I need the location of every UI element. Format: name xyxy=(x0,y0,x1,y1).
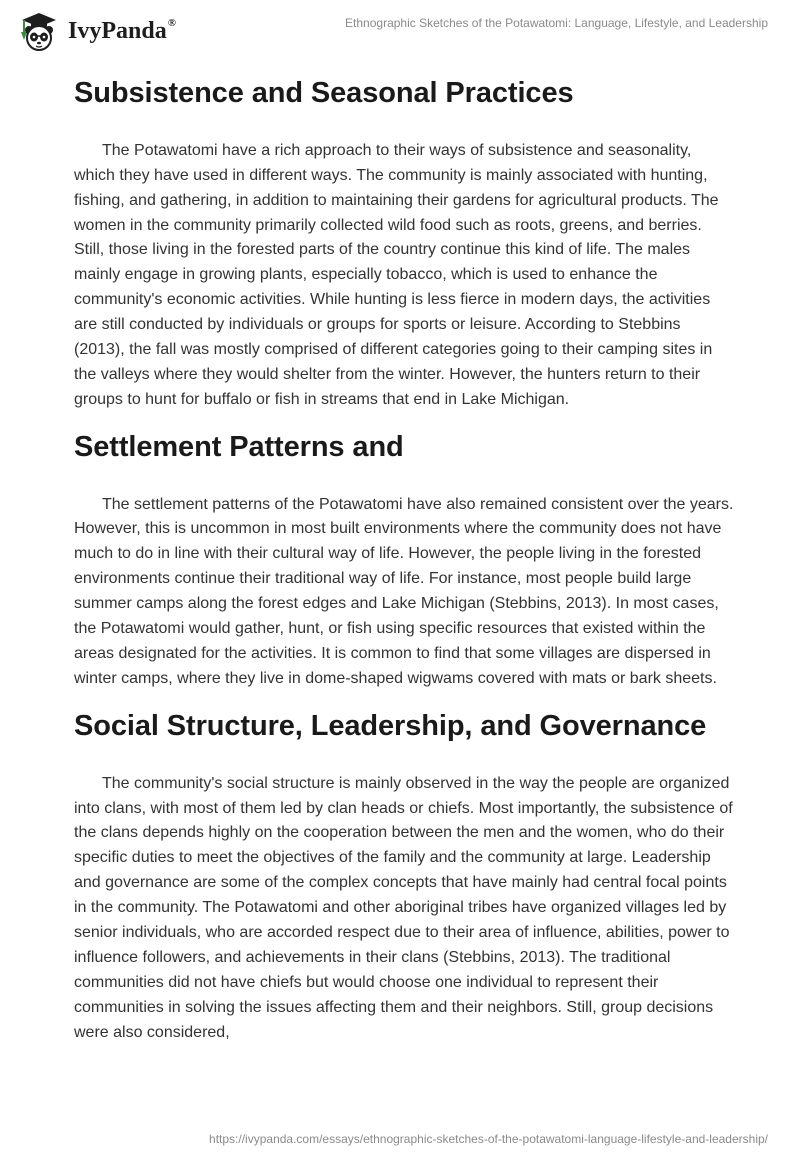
document-title: Ethnographic Sketches of the Potawatomi: Language, Lifestyle, and Leadership xyxy=(345,16,768,30)
section-heading: Subsistence and Seasonal Practices xyxy=(74,77,574,109)
registered-mark: ® xyxy=(167,17,176,29)
section-paragraph: The Potawatomi have a rich approach to their ways of subsistence and seasonality, which they have used in different ways. The community is mainly associated with hunting, fishing, and gathering, in addition to maintaining their gardens for agricultural products. The women in the community primarily collected wild food such as roots, greens, and berries. Still, those living in the forested parts of the country continue this kind of life. The males mainly engage in growing plants, especially tobacco, which is used to enhance the community's economic activities. While hunting is less fierce in modern days, the activities are still conducted by individuals or groups for sports or leisure. According to Stebbins (2013), the fall was mostly comprised of different categories going to their camping sites in the valleys where they would shelter from the winter. However, the hunters return to their groups to hunt for buffalo or fish in streams that end in Lake Michigan. xyxy=(74,141,719,408)
ivypanda-logo[interactable] xyxy=(16,10,216,54)
essay-content xyxy=(74,68,734,1046)
section-paragraph: The community's social structure is mainly observed in the way the people are organized into clans, with most of them led by clan heads or chiefs. Most importantly, the subsistence of the clans depends highly on the cooperation between the men and the women, who do their specific duties to meet the objectives of the family and the community at large. Leadership and governance are some of the complex concepts that have mainly had central focal points in the community. The Potawatomi and other aboriginal tribes have organized villages led by senior individuals, who are accorded respect due to their area of influence, abilities, power to influence followers, and achievements in their clans (Stebbins, 2013). The traditional communities did not have chiefs but would choose one individual to represent their communities in solving the issues affecting them and their neighbors. Still, group decisions were also considered, xyxy=(74,774,733,1041)
page-header xyxy=(0,0,800,62)
panda-graduate-icon xyxy=(16,10,62,54)
logo-wordmark: IvyPanda® xyxy=(68,17,176,44)
section-paragraph: The settlement patterns of the Potawatomi have also remained consistent over the years. However, this is uncommon in most built environments where the community does not have much to do in line with their cultural way of life. However, the people living in the forested environments continue their traditional way of life. For instance, most people build large summer camps along the forest edges and Lake Michigan (Stebbins, 2013). In most cases, the Potawatomi would gather, hunt, or fish using specific resources that existed within the areas designated for the activities. It is common to find that some villages are dispersed in winter camps, where they live in dome-shaped wigwams covered with mats or bark sheets. xyxy=(74,495,734,687)
section-heading: Settlement Patterns and xyxy=(74,430,404,463)
source-url-link[interactable]: https://ivypanda.com/essays/ethnographic-sketches-of-the-potawatomi-language-lifestyle-and-leadership/ xyxy=(209,1132,768,1146)
section-heading: Social Structure, Leadership, and Governance xyxy=(74,709,707,742)
